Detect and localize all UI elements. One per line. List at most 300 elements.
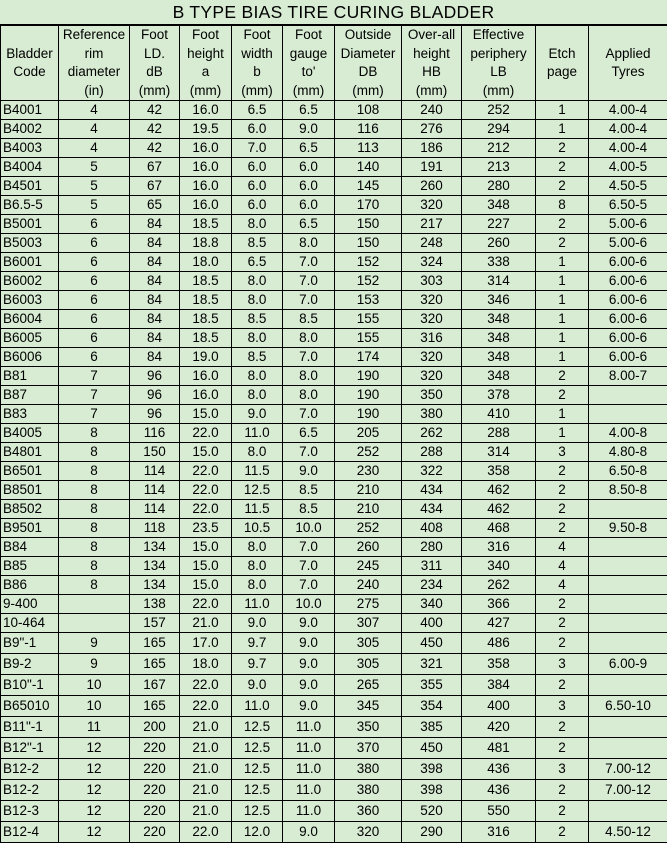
bladder-code-cell: B9"-1 — [1, 633, 59, 654]
table-cell: 360 — [335, 801, 402, 822]
table-cell: 16.0 — [180, 139, 232, 158]
bladder-code-cell: B4005 — [1, 424, 59, 443]
table-cell: 276 — [402, 120, 462, 139]
table-cell: 16.0 — [180, 158, 232, 177]
table-cell: 8.0 — [232, 576, 283, 595]
table-cell: 6.0 — [283, 196, 335, 215]
table-cell: 248 — [402, 234, 462, 253]
table-cell: 17.0 — [180, 633, 232, 654]
table-cell: 12.5 — [232, 738, 283, 759]
table-cell: 314 — [462, 443, 536, 462]
table-cell: 378 — [462, 386, 536, 405]
table-cell: 355 — [402, 675, 462, 696]
table-cell: 7.0 — [283, 253, 335, 272]
table-cell: 450 — [402, 738, 462, 759]
table-row — [1, 272, 667, 291]
table-cell: 384 — [462, 675, 536, 696]
table-cell: 7.0 — [283, 538, 335, 557]
table-cell: 550 — [462, 801, 536, 822]
table-row — [1, 101, 667, 120]
column-header-line: DB — [335, 63, 401, 82]
table-cell: 4 — [536, 538, 589, 557]
column-header-line: Outside — [335, 26, 401, 45]
table-cell — [589, 633, 667, 654]
table-cell: 18.0 — [180, 654, 232, 675]
table-cell: 3 — [536, 696, 589, 717]
table-cell: 8 — [59, 462, 130, 481]
table-cell: 12.5 — [232, 780, 283, 801]
table-cell: 8.0 — [232, 291, 283, 310]
table-row — [1, 234, 667, 253]
bladder-code-cell: B12"-1 — [1, 738, 59, 759]
table-cell: 6.5 — [232, 253, 283, 272]
table-cell: 436 — [462, 759, 536, 780]
table-cell: 2 — [536, 177, 589, 196]
table-cell: 5 — [59, 177, 130, 196]
table-cell: 7.0 — [232, 139, 283, 158]
table-cell: 4.50-12 — [589, 822, 667, 843]
table-cell: 21.0 — [180, 759, 232, 780]
table-cell: 5 — [59, 158, 130, 177]
column-header — [232, 26, 283, 101]
table-row — [1, 759, 667, 780]
table-cell: 348 — [462, 196, 536, 215]
table-cell: 2 — [536, 500, 589, 519]
table-cell: 8.0 — [283, 367, 335, 386]
table-cell: 5 — [59, 196, 130, 215]
table-cell: 150 — [335, 215, 402, 234]
table-cell: 4.50-5 — [589, 177, 667, 196]
table-cell: 174 — [335, 348, 402, 367]
table-cell: 11.0 — [232, 424, 283, 443]
table-cell: 22.0 — [180, 424, 232, 443]
table-cell: 252 — [335, 443, 402, 462]
table-cell: 152 — [335, 272, 402, 291]
table-cell: 167 — [130, 675, 180, 696]
table-cell: 84 — [130, 272, 180, 291]
table-cell: 18.0 — [180, 253, 232, 272]
table-cell: 9.0 — [232, 614, 283, 633]
table-cell — [589, 576, 667, 595]
table-cell: 6 — [59, 253, 130, 272]
table-cell: 354 — [402, 696, 462, 717]
table-cell: 5.00-6 — [589, 234, 667, 253]
column-header-line: Foot — [232, 26, 282, 45]
column-header — [1, 26, 59, 101]
table-cell: 2 — [536, 234, 589, 253]
table-cell: 303 — [402, 272, 462, 291]
column-header-line: Reference — [59, 26, 129, 45]
table-cell: 314 — [462, 272, 536, 291]
table-cell: 145 — [335, 177, 402, 196]
table-cell — [589, 500, 667, 519]
table-cell: 9.50-8 — [589, 519, 667, 538]
table-row — [1, 519, 667, 538]
table-cell: 350 — [402, 386, 462, 405]
table-cell: 10 — [59, 675, 130, 696]
table-cell: 262 — [462, 576, 536, 595]
table-cell: 227 — [462, 215, 536, 234]
table-cell: 348 — [462, 348, 536, 367]
table-row — [1, 780, 667, 801]
table-cell: 18.5 — [180, 215, 232, 234]
column-header-line: Code — [1, 63, 58, 82]
table-cell: 7.0 — [283, 443, 335, 462]
table-cell: 11.0 — [283, 717, 335, 738]
table-cell: 8.5 — [283, 310, 335, 329]
bladder-code-cell: B86 — [1, 576, 59, 595]
bladder-code-cell: B6003 — [1, 291, 59, 310]
table-cell: 316 — [402, 329, 462, 348]
table-cell: 8.0 — [232, 367, 283, 386]
table-cell: 4.00-5 — [589, 158, 667, 177]
bladder-code-cell: B4801 — [1, 443, 59, 462]
table-cell: 22.0 — [180, 481, 232, 500]
table-cell: 210 — [335, 481, 402, 500]
column-header-line: height — [402, 45, 461, 64]
table-cell: 7.0 — [283, 291, 335, 310]
table-cell: 22.0 — [180, 462, 232, 481]
table-cell: 118 — [130, 519, 180, 538]
column-header-line: (mm) — [402, 82, 461, 101]
table-cell: 19.5 — [180, 120, 232, 139]
table-cell: 370 — [335, 738, 402, 759]
table-row — [1, 215, 667, 234]
table-cell: 468 — [462, 519, 536, 538]
table-cell: 288 — [402, 443, 462, 462]
table-cell: 6 — [59, 291, 130, 310]
table-cell: 486 — [462, 633, 536, 654]
table-cell: 6.5 — [232, 101, 283, 120]
table-cell: 4 — [59, 120, 130, 139]
bladder-code-cell: B83 — [1, 405, 59, 424]
table-cell: 11.0 — [283, 759, 335, 780]
table-cell: 280 — [402, 538, 462, 557]
table-cell: 18.5 — [180, 310, 232, 329]
table-cell: 427 — [462, 614, 536, 633]
table-cell: 18.5 — [180, 329, 232, 348]
column-header-line: height — [180, 45, 231, 64]
table-cell: 260 — [402, 177, 462, 196]
table-cell: 252 — [335, 519, 402, 538]
table-cell: 67 — [130, 177, 180, 196]
table-cell: 12 — [59, 822, 130, 843]
table-cell: 22.0 — [180, 595, 232, 614]
bladder-code-cell: B6501 — [1, 462, 59, 481]
table-cell: 520 — [402, 801, 462, 822]
table-cell: 165 — [130, 696, 180, 717]
table-cell — [589, 386, 667, 405]
table-cell: 1 — [536, 272, 589, 291]
table-cell: 450 — [402, 633, 462, 654]
table-cell: 420 — [462, 717, 536, 738]
bladder-code-cell: B81 — [1, 367, 59, 386]
column-header — [59, 26, 130, 101]
bladder-code-cell: B4001 — [1, 101, 59, 120]
table-cell: 6 — [59, 215, 130, 234]
table-row — [1, 576, 667, 595]
bladder-code-cell: B9501 — [1, 519, 59, 538]
column-header-line: diameter — [59, 63, 129, 82]
table-cell: 7.0 — [283, 272, 335, 291]
table-cell: 316 — [462, 538, 536, 557]
table-cell: 380 — [335, 759, 402, 780]
table-cell: 170 — [335, 196, 402, 215]
table-cell: 2 — [536, 780, 589, 801]
table-cell: 4.00-4 — [589, 139, 667, 158]
table-cell: 398 — [402, 780, 462, 801]
table-cell: 8.0 — [232, 272, 283, 291]
table-cell: 2 — [536, 822, 589, 843]
column-header — [283, 26, 335, 101]
table-cell: 8 — [536, 196, 589, 215]
table-cell: 1 — [536, 329, 589, 348]
column-header-line: Over-all — [402, 26, 461, 45]
table-row — [1, 675, 667, 696]
table-cell: 210 — [335, 500, 402, 519]
column-header-line: Diameter — [335, 45, 401, 64]
table-cell: 96 — [130, 367, 180, 386]
table-cell: 190 — [335, 405, 402, 424]
table-cell: 65 — [130, 196, 180, 215]
table-cell — [589, 614, 667, 633]
bladder-code-cell: B65010 — [1, 696, 59, 717]
table-cell: 21.0 — [180, 780, 232, 801]
table-cell: 305 — [335, 654, 402, 675]
bladder-code-cell: B84 — [1, 538, 59, 557]
table-cell: 3 — [536, 443, 589, 462]
table-cell: 260 — [462, 234, 536, 253]
table-cell: 2 — [536, 801, 589, 822]
table-cell: 8.5 — [283, 500, 335, 519]
table-cell: 23.5 — [180, 519, 232, 538]
table-cell: 7.0 — [283, 348, 335, 367]
table-cell: 305 — [335, 633, 402, 654]
table-cell: 9.0 — [232, 675, 283, 696]
table-cell: 114 — [130, 481, 180, 500]
column-header — [180, 26, 232, 101]
table-cell: 2 — [536, 462, 589, 481]
table-cell: 9.0 — [283, 675, 335, 696]
table-cell — [589, 538, 667, 557]
table-cell: 21.0 — [180, 738, 232, 759]
table-cell: 11.0 — [232, 696, 283, 717]
table-cell: 8.50-8 — [589, 481, 667, 500]
table-cell: 96 — [130, 386, 180, 405]
table-cell: 311 — [402, 557, 462, 576]
table-cell: 186 — [402, 139, 462, 158]
table-cell: 12 — [59, 759, 130, 780]
table-cell: 462 — [462, 500, 536, 519]
table-cell: 12.0 — [232, 822, 283, 843]
table-cell: 7.0 — [283, 405, 335, 424]
table-row — [1, 738, 667, 759]
table-cell: 8.0 — [232, 443, 283, 462]
table-cell: 42 — [130, 120, 180, 139]
bladder-code-cell: B4501 — [1, 177, 59, 196]
table-cell: 350 — [335, 717, 402, 738]
table-cell — [589, 595, 667, 614]
table-cell: 366 — [462, 595, 536, 614]
table-cell: 324 — [402, 253, 462, 272]
column-header-line: gauge — [283, 45, 334, 64]
column-header-line: page — [536, 63, 588, 82]
column-header-line: Etch — [536, 45, 588, 64]
bladder-code-cell: 9-400 — [1, 595, 59, 614]
table-cell: 1 — [536, 405, 589, 424]
table-cell: 12.5 — [232, 801, 283, 822]
table-cell: 9.0 — [232, 405, 283, 424]
table-cell: 113 — [335, 139, 402, 158]
table-row — [1, 538, 667, 557]
table-cell: 2 — [536, 158, 589, 177]
table-cell: 320 — [335, 822, 402, 843]
table-cell: 4 — [536, 557, 589, 576]
column-header — [402, 26, 462, 101]
table-cell: 7.0 — [283, 576, 335, 595]
table-cell: 8.0 — [283, 234, 335, 253]
table-cell: 8.5 — [232, 348, 283, 367]
table-cell: 4.00-4 — [589, 101, 667, 120]
table-cell: 9.0 — [283, 614, 335, 633]
table-cell: 138 — [130, 595, 180, 614]
table-cell: 6.00-6 — [589, 310, 667, 329]
table-row — [1, 595, 667, 614]
column-header-line: periphery — [462, 45, 535, 64]
table-cell: 212 — [462, 139, 536, 158]
table-cell: 6.0 — [283, 177, 335, 196]
table-cell: 6.0 — [232, 177, 283, 196]
column-header — [462, 26, 536, 101]
table-row — [1, 405, 667, 424]
table-cell: 10.5 — [232, 519, 283, 538]
table-cell: 165 — [130, 654, 180, 675]
table-cell: 8.0 — [232, 215, 283, 234]
table-cell: 9 — [59, 633, 130, 654]
table-cell: 1 — [536, 253, 589, 272]
bladder-spec-table — [0, 25, 667, 843]
table-row — [1, 443, 667, 462]
table-cell: 6 — [59, 310, 130, 329]
table-cell: 275 — [335, 595, 402, 614]
table-cell: 2 — [536, 614, 589, 633]
table-cell: 6.50-10 — [589, 696, 667, 717]
table-row — [1, 822, 667, 843]
column-header-line: (mm) — [180, 82, 231, 101]
table-cell: 4.80-8 — [589, 443, 667, 462]
table-cell: 2 — [536, 633, 589, 654]
table-cell: 3 — [536, 654, 589, 675]
bladder-code-cell: B6.5-5 — [1, 196, 59, 215]
table-cell: 15.0 — [180, 557, 232, 576]
bladder-code-cell: B8502 — [1, 500, 59, 519]
bladder-code-cell: B6004 — [1, 310, 59, 329]
column-header-line: Foot — [180, 26, 231, 45]
table-row — [1, 367, 667, 386]
table-cell: 6.0 — [232, 158, 283, 177]
table-cell — [589, 717, 667, 738]
table-cell: 8.0 — [283, 329, 335, 348]
table-cell: 9.0 — [283, 462, 335, 481]
table-cell: 84 — [130, 348, 180, 367]
table-cell: 190 — [335, 367, 402, 386]
table-cell: 288 — [462, 424, 536, 443]
table-cell: 11.0 — [283, 738, 335, 759]
table-cell: 150 — [130, 443, 180, 462]
table-cell: 9.0 — [283, 654, 335, 675]
table-cell: 380 — [402, 405, 462, 424]
table-cell: 153 — [335, 291, 402, 310]
table-row — [1, 500, 667, 519]
table-row — [1, 291, 667, 310]
bladder-code-cell: B9-2 — [1, 654, 59, 675]
table-cell: 67 — [130, 158, 180, 177]
table-cell — [59, 595, 130, 614]
table-cell: 320 — [402, 310, 462, 329]
table-cell: 2 — [536, 595, 589, 614]
table-cell: 152 — [335, 253, 402, 272]
bladder-code-cell: B6005 — [1, 329, 59, 348]
table-cell: 462 — [462, 481, 536, 500]
table-cell: 21.0 — [180, 614, 232, 633]
table-row — [1, 614, 667, 633]
table-cell: 84 — [130, 310, 180, 329]
table-cell: 220 — [130, 801, 180, 822]
table-cell: 398 — [402, 759, 462, 780]
table-cell: 348 — [462, 329, 536, 348]
table-cell: 316 — [462, 822, 536, 843]
table-cell: 6.00-6 — [589, 348, 667, 367]
column-header-line: to' — [283, 63, 334, 82]
table-cell: 321 — [402, 654, 462, 675]
table-row — [1, 348, 667, 367]
column-header-line: LB — [462, 63, 535, 82]
bladder-code-cell: B12-2 — [1, 759, 59, 780]
table-cell: 322 — [402, 462, 462, 481]
table-cell: 265 — [335, 675, 402, 696]
column-header-line: a — [180, 63, 231, 82]
table-cell: 1 — [536, 101, 589, 120]
table-cell: 2 — [536, 675, 589, 696]
table-cell: 436 — [462, 780, 536, 801]
bladder-code-cell: B11"-1 — [1, 717, 59, 738]
column-header-line: dB — [130, 63, 179, 82]
table-cell: 4 — [536, 576, 589, 595]
table-cell: 9.0 — [283, 120, 335, 139]
table-cell: 15.0 — [180, 443, 232, 462]
column-header-line: HB — [402, 63, 461, 82]
table-cell: 290 — [402, 822, 462, 843]
table-cell: 84 — [130, 329, 180, 348]
table-cell: 408 — [402, 519, 462, 538]
table-cell: 2 — [536, 386, 589, 405]
table-cell: 385 — [402, 717, 462, 738]
table-cell: 8.5 — [232, 234, 283, 253]
table-row — [1, 717, 667, 738]
table-cell: 6.00-9 — [589, 654, 667, 675]
table-cell: 6.5 — [283, 424, 335, 443]
table-row — [1, 481, 667, 500]
table-cell: 6 — [59, 272, 130, 291]
table-cell: 340 — [462, 557, 536, 576]
table-cell: 8 — [59, 519, 130, 538]
column-header — [335, 26, 402, 101]
table-cell: 240 — [402, 101, 462, 120]
table-cell: 348 — [462, 367, 536, 386]
table-cell: 96 — [130, 405, 180, 424]
table-row — [1, 196, 667, 215]
table-cell: 8.00-7 — [589, 367, 667, 386]
